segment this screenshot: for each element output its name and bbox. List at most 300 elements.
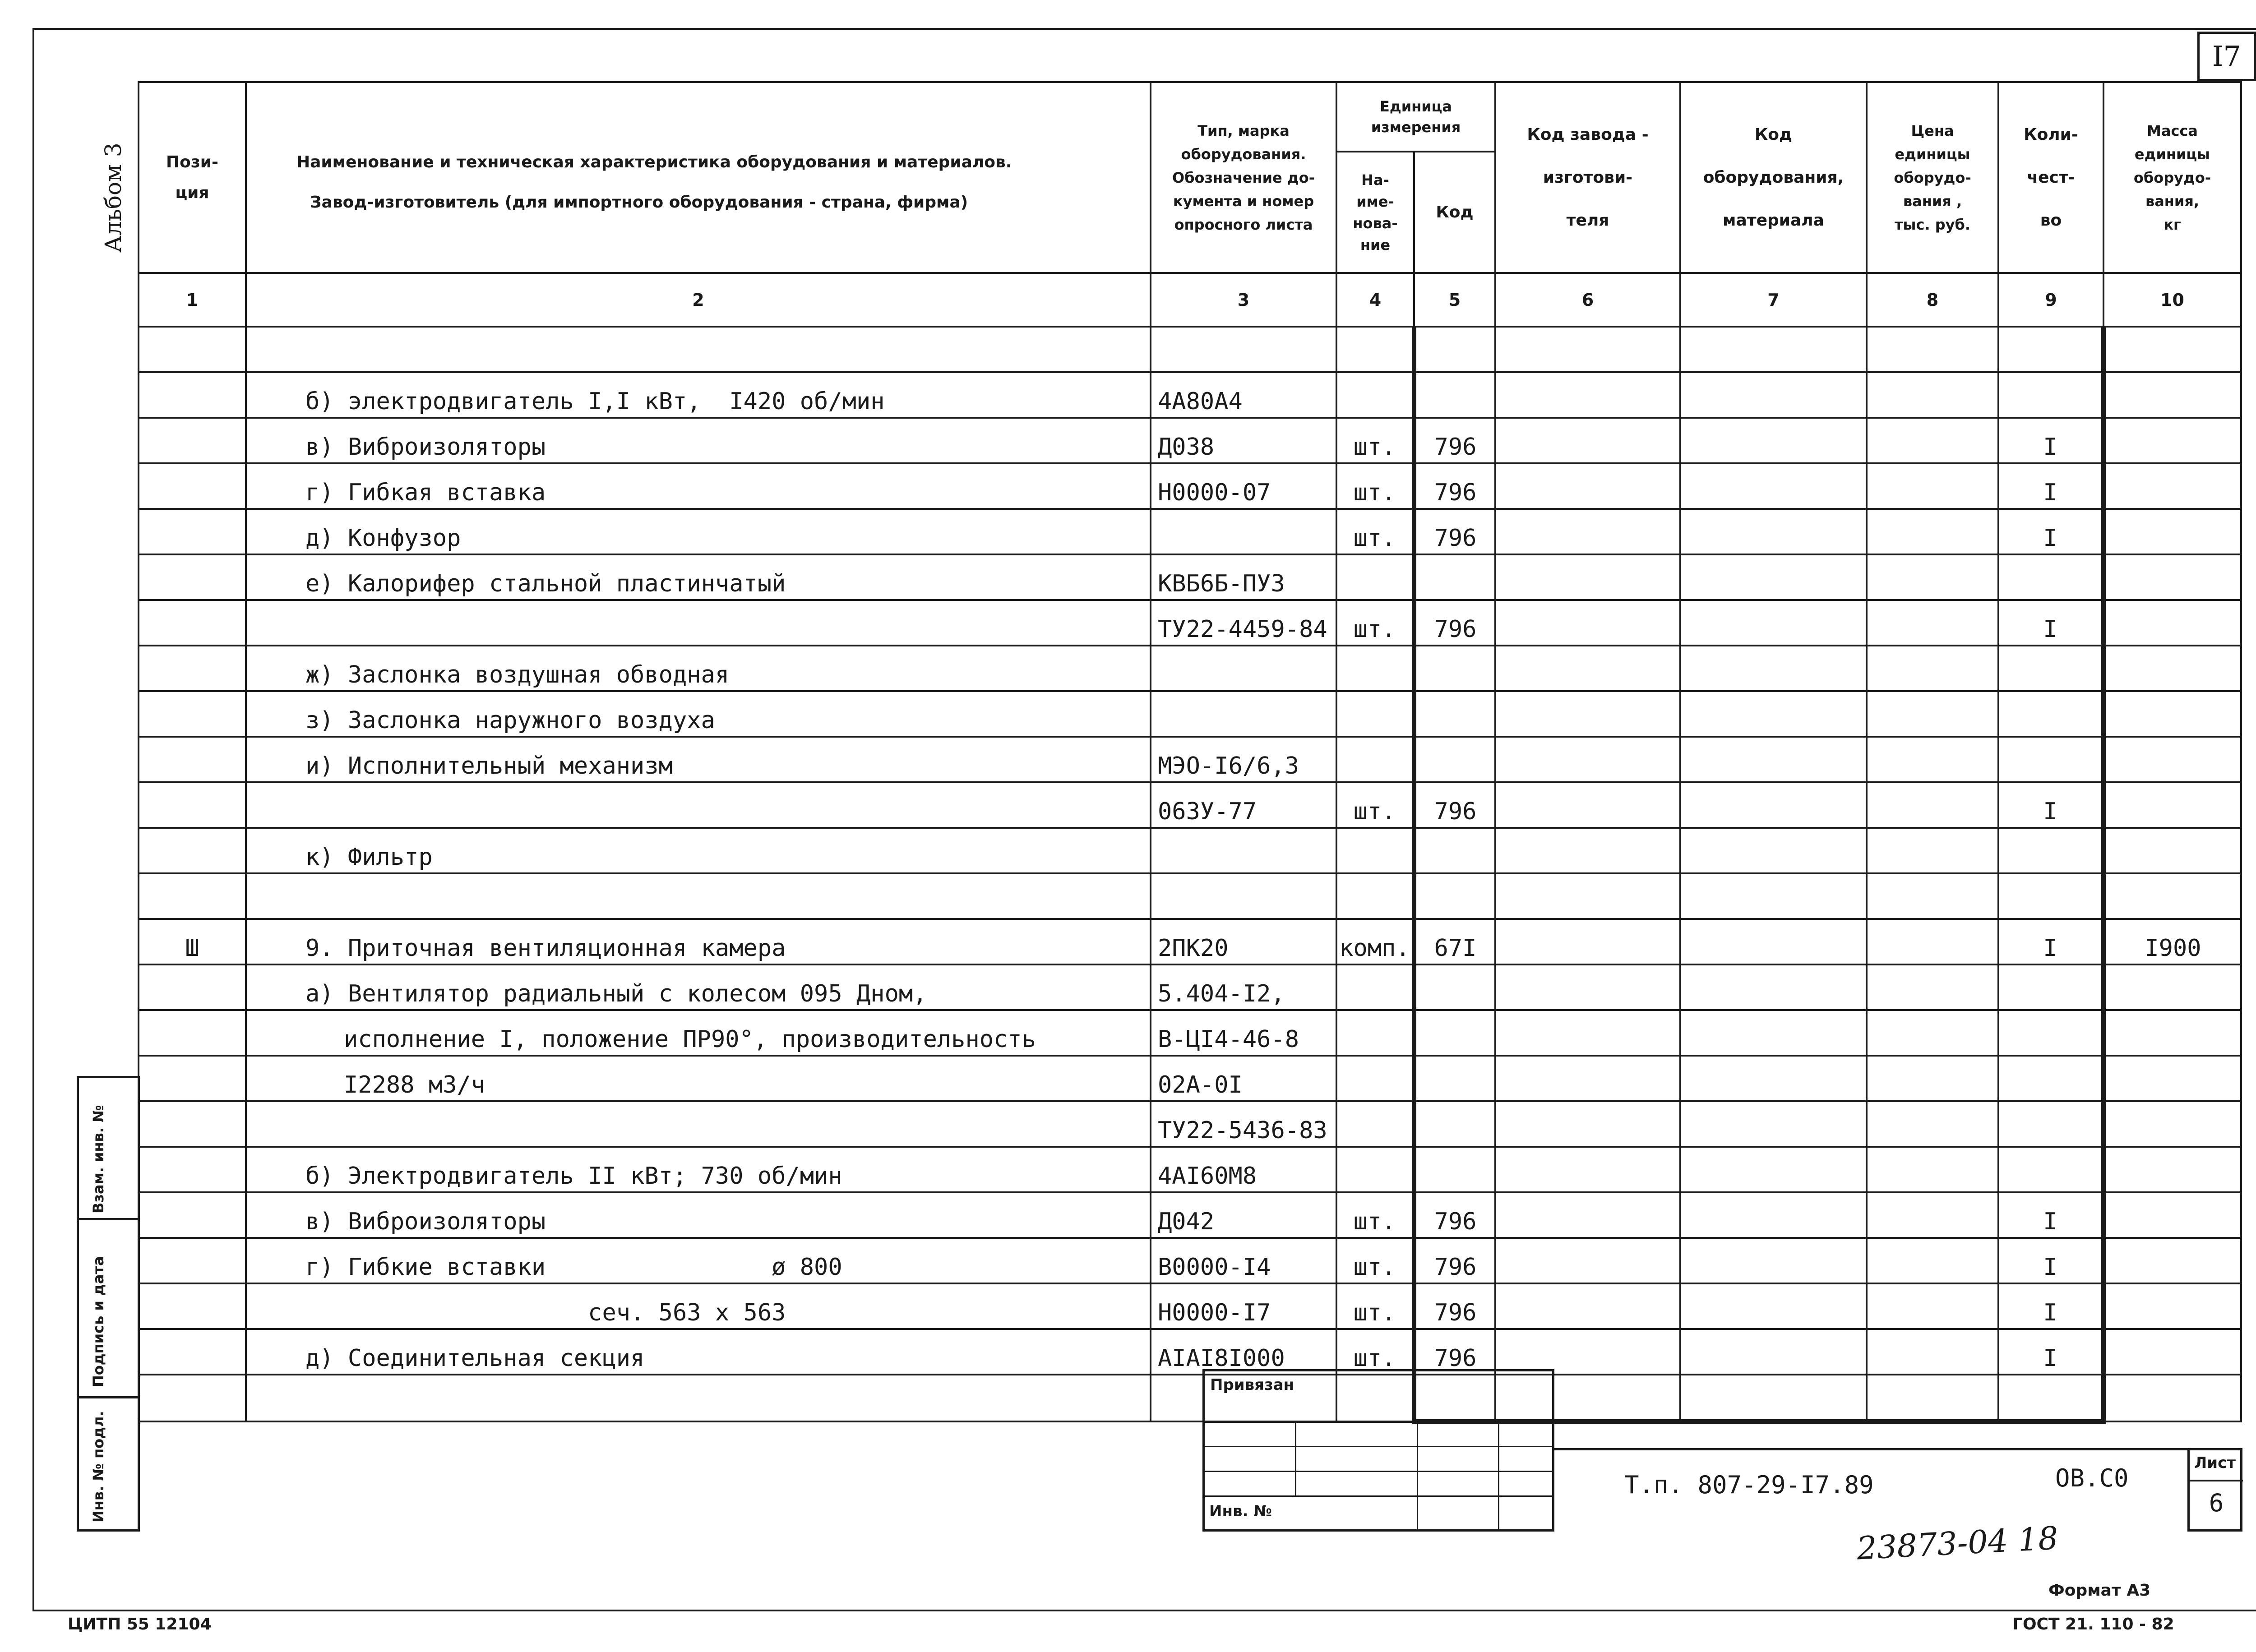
cell-position bbox=[139, 327, 246, 372]
inv-label: Инв. № bbox=[1209, 1502, 1272, 1520]
cell-factory-code bbox=[1495, 418, 1680, 463]
cell-mass bbox=[2103, 509, 2241, 554]
table-row bbox=[139, 1283, 2241, 1329]
cell-factory-code bbox=[1495, 554, 1680, 600]
table-row bbox=[139, 737, 2241, 782]
cell-name: I2288 м3/ч bbox=[246, 1056, 1151, 1101]
cell-factory-code bbox=[1495, 327, 1680, 372]
side-stamp-original-label: Инв. № подл. bbox=[90, 1411, 107, 1523]
table-row bbox=[139, 919, 2241, 964]
cell-unit bbox=[1336, 554, 1414, 600]
cell-type bbox=[1151, 646, 1336, 691]
header-position: Пози- ция bbox=[139, 82, 246, 273]
cell-position bbox=[139, 600, 246, 646]
cell-factory-code bbox=[1495, 919, 1680, 964]
header-name: Наименование и техническая характеристика оборудования и материалов. Завод-изготовитель (для импортного оборудования - страна, фирма) bbox=[246, 82, 1151, 273]
cell-unit-code: 796 bbox=[1414, 1192, 1495, 1238]
cell-unit-code bbox=[1414, 964, 1495, 1010]
cell-type: ТУ22-5436-83 bbox=[1151, 1101, 1336, 1147]
cell-name: е) Калорифер стальной пластинчатый bbox=[246, 554, 1151, 600]
cell-type: Н0000-I7 bbox=[1151, 1283, 1336, 1329]
table-row bbox=[139, 1329, 2241, 1375]
cell-price bbox=[1867, 1010, 1998, 1056]
cell-position bbox=[139, 1147, 246, 1192]
table-row bbox=[139, 1010, 2241, 1056]
cell-price bbox=[1867, 1147, 1998, 1192]
cell-mass bbox=[2103, 964, 2241, 1010]
cell-factory-code bbox=[1495, 646, 1680, 691]
cell-quantity: I bbox=[1998, 1192, 2103, 1238]
cell-quantity bbox=[1998, 1147, 2103, 1192]
cell-name bbox=[246, 600, 1151, 646]
cell-mass: I900 bbox=[2103, 919, 2241, 964]
cell-name bbox=[246, 873, 1151, 919]
cell-factory-code bbox=[1495, 737, 1680, 782]
cell-mass bbox=[2103, 1010, 2241, 1056]
cell-unit-code: 796 bbox=[1414, 1238, 1495, 1283]
table-row bbox=[139, 1238, 2241, 1283]
table-row bbox=[139, 600, 2241, 646]
cell-unit-code bbox=[1414, 554, 1495, 600]
cell-price bbox=[1867, 873, 1998, 919]
cell-quantity bbox=[1998, 554, 2103, 600]
cell-price bbox=[1867, 737, 1998, 782]
cell-name: г) Гибкие вставки ø 800 bbox=[246, 1238, 1151, 1283]
cell-price bbox=[1867, 919, 1998, 964]
cell-unit: комп. bbox=[1336, 919, 1414, 964]
cell-unit-code bbox=[1414, 1147, 1495, 1192]
cell-name bbox=[246, 327, 1151, 372]
cell-quantity bbox=[1998, 327, 2103, 372]
column-number: 2 bbox=[246, 273, 1151, 327]
cell-unit-code bbox=[1414, 372, 1495, 418]
cell-unit-code bbox=[1414, 828, 1495, 873]
cell-price bbox=[1867, 327, 1998, 372]
table-row bbox=[139, 1375, 2241, 1421]
cell-unit bbox=[1336, 372, 1414, 418]
header-row bbox=[139, 82, 2241, 152]
header-price: Цена единицы оборудо- вания , тыс. руб. bbox=[1867, 82, 1998, 273]
table-row bbox=[139, 691, 2241, 737]
cell-mass bbox=[2103, 828, 2241, 873]
cell-equipment-code bbox=[1680, 1147, 1867, 1192]
column-number: 8 bbox=[1867, 273, 1998, 327]
table-row bbox=[139, 327, 2241, 372]
table-row bbox=[139, 873, 2241, 919]
cell-price bbox=[1867, 1101, 1998, 1147]
side-stamp-signature bbox=[77, 1218, 140, 1398]
cell-position bbox=[139, 1101, 246, 1147]
cell-mass bbox=[2103, 1056, 2241, 1101]
cell-factory-code bbox=[1495, 964, 1680, 1010]
cell-price bbox=[1867, 1238, 1998, 1283]
side-stamp-replace bbox=[77, 1076, 140, 1220]
cell-name: а) Вентилятор радиальный с колесом 095 Дном, bbox=[246, 964, 1151, 1010]
cell-unit: шт. bbox=[1336, 600, 1414, 646]
cell-unit-code bbox=[1414, 873, 1495, 919]
cell-name: к) Фильтр bbox=[246, 828, 1151, 873]
cell-factory-code bbox=[1495, 1147, 1680, 1192]
cell-mass bbox=[2103, 1238, 2241, 1283]
cell-name: д) Соединительная секция bbox=[246, 1329, 1151, 1375]
cell-name bbox=[246, 782, 1151, 828]
cell-name: з) Заслонка наружного воздуха bbox=[246, 691, 1151, 737]
cell-type: ТУ22-4459-84 bbox=[1151, 600, 1336, 646]
cell-position bbox=[139, 1010, 246, 1056]
bound-label: Привязан bbox=[1210, 1376, 1294, 1394]
cell-unit-code bbox=[1414, 1010, 1495, 1056]
cell-quantity bbox=[1998, 1010, 2103, 1056]
cell-name: д) Конфузор bbox=[246, 509, 1151, 554]
table-row bbox=[139, 1056, 2241, 1101]
side-stamp-signature-label: Подпись и дата bbox=[90, 1256, 107, 1387]
column-number: 3 bbox=[1151, 273, 1336, 327]
cell-unit bbox=[1336, 828, 1414, 873]
table-row bbox=[139, 509, 2241, 554]
column-number: 4 bbox=[1336, 273, 1414, 327]
cell-equipment-code bbox=[1680, 737, 1867, 782]
cell-name: в) Виброизоляторы bbox=[246, 418, 1151, 463]
cell-unit bbox=[1336, 646, 1414, 691]
cell-mass bbox=[2103, 600, 2241, 646]
cell-unit-code bbox=[1414, 1101, 1495, 1147]
cell-equipment-code bbox=[1680, 782, 1867, 828]
cell-position bbox=[139, 828, 246, 873]
cell-unit-code: 796 bbox=[1414, 509, 1495, 554]
cell-type: 5.404-I2, bbox=[1151, 964, 1336, 1010]
footer-left-code: ЦИТП 55 12104 bbox=[68, 1615, 212, 1634]
cell-equipment-code bbox=[1680, 1192, 1867, 1238]
cell-factory-code bbox=[1495, 509, 1680, 554]
document-code: Т.п. 807-29-I7.89 bbox=[1624, 1471, 1874, 1499]
cell-position bbox=[139, 1329, 246, 1375]
cell-name: б) Электродвигатель II кВт; 730 об/мин bbox=[246, 1147, 1151, 1192]
cell-mass bbox=[2103, 691, 2241, 737]
cell-equipment-code bbox=[1680, 372, 1867, 418]
cell-factory-code bbox=[1495, 782, 1680, 828]
cell-factory-code bbox=[1495, 691, 1680, 737]
cell-unit-code: 796 bbox=[1414, 418, 1495, 463]
cell-unit bbox=[1336, 1056, 1414, 1101]
cell-equipment-code bbox=[1680, 463, 1867, 509]
cell-equipment-code bbox=[1680, 1101, 1867, 1147]
cell-unit: шт. bbox=[1336, 509, 1414, 554]
cell-quantity: I bbox=[1998, 1283, 2103, 1329]
cell-equipment-code bbox=[1680, 1283, 1867, 1329]
cell-name: г) Гибкая вставка bbox=[246, 463, 1151, 509]
cell-price bbox=[1867, 1056, 1998, 1101]
cell-quantity bbox=[1998, 646, 2103, 691]
cell-position bbox=[139, 1375, 246, 1421]
cell-equipment-code bbox=[1680, 1329, 1867, 1375]
cell-mass bbox=[2103, 327, 2241, 372]
cell-unit: шт. bbox=[1336, 1238, 1414, 1283]
cell-position bbox=[139, 1283, 246, 1329]
table-body bbox=[139, 327, 2241, 1421]
cell-price bbox=[1867, 554, 1998, 600]
cell-unit bbox=[1336, 1101, 1414, 1147]
column-number: 6 bbox=[1495, 273, 1680, 327]
cell-unit: шт. bbox=[1336, 1283, 1414, 1329]
table-row bbox=[139, 372, 2241, 418]
cell-unit bbox=[1336, 1010, 1414, 1056]
cell-equipment-code bbox=[1680, 327, 1867, 372]
cell-factory-code bbox=[1495, 873, 1680, 919]
cell-equipment-code bbox=[1680, 418, 1867, 463]
cell-name: сеч. 563 х 563 bbox=[246, 1283, 1151, 1329]
cell-unit-code: 67I bbox=[1414, 919, 1495, 964]
sheet-value: 6 bbox=[2209, 1489, 2224, 1517]
sheet-label: Лист bbox=[2194, 1454, 2236, 1472]
cell-type: Н0000-07 bbox=[1151, 463, 1336, 509]
cell-unit: шт. bbox=[1336, 418, 1414, 463]
cell-type: АIАI8I000 bbox=[1151, 1329, 1336, 1375]
header-factory-code: Код завода - изготови- теля bbox=[1495, 82, 1680, 273]
cell-mass bbox=[2103, 1283, 2241, 1329]
cell-unit: шт. bbox=[1336, 782, 1414, 828]
cell-name: в) Виброизоляторы bbox=[246, 1192, 1151, 1238]
cell-unit bbox=[1336, 737, 1414, 782]
album-label: Альбом 3 bbox=[100, 143, 126, 253]
cell-type: 4А80А4 bbox=[1151, 372, 1336, 418]
cell-factory-code bbox=[1495, 1329, 1680, 1375]
column-number: 7 bbox=[1680, 273, 1867, 327]
cell-unit-code bbox=[1414, 646, 1495, 691]
table-row bbox=[139, 463, 2241, 509]
cell-unit-code: 796 bbox=[1414, 782, 1495, 828]
column-number: 5 bbox=[1414, 273, 1495, 327]
table-row bbox=[139, 1192, 2241, 1238]
cell-name: ж) Заслонка воздушная обводная bbox=[246, 646, 1151, 691]
cell-equipment-code bbox=[1680, 554, 1867, 600]
cell-unit-code bbox=[1414, 737, 1495, 782]
cell-position bbox=[139, 418, 246, 463]
cell-quantity: I bbox=[1998, 463, 2103, 509]
cell-price bbox=[1867, 1192, 1998, 1238]
cell-position bbox=[139, 509, 246, 554]
cell-equipment-code bbox=[1680, 964, 1867, 1010]
handwritten-number: 23873-04 18 bbox=[1856, 1519, 2059, 1567]
column-number: 10 bbox=[2103, 273, 2241, 327]
cell-unit-code: 796 bbox=[1414, 1283, 1495, 1329]
cell-unit bbox=[1336, 691, 1414, 737]
cell-quantity: I bbox=[1998, 1238, 2103, 1283]
header-unit-group: Единица измерения bbox=[1336, 82, 1495, 152]
cell-factory-code bbox=[1495, 1010, 1680, 1056]
cell-type: МЭО-I6/6,3 bbox=[1151, 737, 1336, 782]
specification-table bbox=[138, 81, 2242, 1424]
cell-name: б) электродвигатель I,I кВт, I420 об/мин bbox=[246, 372, 1151, 418]
cell-quantity: I bbox=[1998, 782, 2103, 828]
cell-type: 02А-0I bbox=[1151, 1056, 1336, 1101]
cell-price bbox=[1867, 691, 1998, 737]
cell-price bbox=[1867, 964, 1998, 1010]
cell-type: КВБ6Б-ПУЗ bbox=[1151, 554, 1336, 600]
cell-unit-code: 796 bbox=[1414, 463, 1495, 509]
sheet-box bbox=[2187, 1448, 2242, 1532]
header-unit-name: На- име- нова- ние bbox=[1336, 152, 1414, 273]
cell-name bbox=[246, 1101, 1151, 1147]
header-unit-code: Код bbox=[1414, 152, 1495, 273]
cell-type: Д042 bbox=[1151, 1192, 1336, 1238]
cell-price bbox=[1867, 782, 1998, 828]
table-row bbox=[139, 1101, 2241, 1147]
cell-quantity bbox=[1998, 737, 2103, 782]
cell-type bbox=[1151, 828, 1336, 873]
cell-equipment-code bbox=[1680, 919, 1867, 964]
cell-unit bbox=[1336, 1147, 1414, 1192]
cell-unit-code: 796 bbox=[1414, 1329, 1495, 1375]
cell-factory-code bbox=[1495, 1101, 1680, 1147]
cell-equipment-code bbox=[1680, 1056, 1867, 1101]
cell-mass bbox=[2103, 737, 2241, 782]
cell-price bbox=[1867, 1283, 1998, 1329]
cell-equipment-code bbox=[1680, 1238, 1867, 1283]
cell-quantity: I bbox=[1998, 600, 2103, 646]
cell-price bbox=[1867, 1329, 1998, 1375]
cell-quantity bbox=[1998, 1375, 2103, 1421]
cell-mass bbox=[2103, 1101, 2241, 1147]
cell-type bbox=[1151, 691, 1336, 737]
table-row bbox=[139, 828, 2241, 873]
format-label: Формат А3 bbox=[2048, 1581, 2151, 1600]
cell-equipment-code bbox=[1680, 1375, 1867, 1421]
cell-position bbox=[139, 873, 246, 919]
cell-equipment-code bbox=[1680, 509, 1867, 554]
cell-unit-code: 796 bbox=[1414, 600, 1495, 646]
cell-quantity bbox=[1998, 828, 2103, 873]
cell-type: В0000-I4 bbox=[1151, 1238, 1336, 1283]
cell-position bbox=[139, 372, 246, 418]
cell-name: исполнение I, положение ПР90°, производительность bbox=[246, 1010, 1151, 1056]
cell-factory-code bbox=[1495, 1238, 1680, 1283]
cell-factory-code bbox=[1495, 600, 1680, 646]
cell-name: и) Исполнительный механизм bbox=[246, 737, 1151, 782]
header-quantity: Коли- чест- во bbox=[1998, 82, 2103, 273]
cell-position bbox=[139, 646, 246, 691]
stamp-grid bbox=[1205, 1421, 1552, 1529]
cell-type bbox=[1151, 327, 1336, 372]
cell-unit bbox=[1336, 873, 1414, 919]
cell-position bbox=[139, 691, 246, 737]
cell-type: 063У-77 bbox=[1151, 782, 1336, 828]
cell-factory-code bbox=[1495, 372, 1680, 418]
cell-mass bbox=[2103, 372, 2241, 418]
cell-price bbox=[1867, 418, 1998, 463]
cell-factory-code bbox=[1495, 1056, 1680, 1101]
cell-price bbox=[1867, 600, 1998, 646]
cell-unit bbox=[1336, 327, 1414, 372]
cell-mass bbox=[2103, 418, 2241, 463]
cell-type: 2ПК20 bbox=[1151, 919, 1336, 964]
cell-equipment-code bbox=[1680, 873, 1867, 919]
cell-factory-code bbox=[1495, 1192, 1680, 1238]
cell-quantity: I bbox=[1998, 919, 2103, 964]
cell-position bbox=[139, 1056, 246, 1101]
cell-price bbox=[1867, 463, 1998, 509]
header-mass: Масса единицы оборудо- вания, кг bbox=[2103, 82, 2241, 273]
cell-quantity: I bbox=[1998, 509, 2103, 554]
bound-stamp bbox=[1202, 1369, 1554, 1532]
cell-equipment-code bbox=[1680, 1010, 1867, 1056]
header-equipment-code: Код оборудования, материала bbox=[1680, 82, 1867, 273]
cell-position: Ш bbox=[139, 919, 246, 964]
cell-price bbox=[1867, 509, 1998, 554]
column-number: 9 bbox=[1998, 273, 2103, 327]
table-row bbox=[139, 1147, 2241, 1192]
cell-type: Д038 bbox=[1151, 418, 1336, 463]
cell-unit-code bbox=[1414, 691, 1495, 737]
side-stamp-original bbox=[77, 1396, 140, 1532]
cell-position bbox=[139, 463, 246, 509]
cell-equipment-code bbox=[1680, 646, 1867, 691]
cell-mass bbox=[2103, 1147, 2241, 1192]
footer-gost: ГОСТ 21. 110 - 82 bbox=[2012, 1615, 2174, 1634]
cell-type bbox=[1151, 873, 1336, 919]
cell-price bbox=[1867, 372, 1998, 418]
cell-factory-code bbox=[1495, 828, 1680, 873]
cell-quantity bbox=[1998, 691, 2103, 737]
cell-quantity bbox=[1998, 1101, 2103, 1147]
cell-equipment-code bbox=[1680, 691, 1867, 737]
cell-quantity bbox=[1998, 964, 2103, 1010]
table-row bbox=[139, 964, 2241, 1010]
cell-equipment-code bbox=[1680, 828, 1867, 873]
column-number: 1 bbox=[139, 273, 246, 327]
table-row bbox=[139, 554, 2241, 600]
document-mark: ОВ.С0 bbox=[2055, 1464, 2129, 1492]
cell-mass bbox=[2103, 1192, 2241, 1238]
cell-quantity bbox=[1998, 873, 2103, 919]
cell-factory-code bbox=[1495, 1283, 1680, 1329]
cell-unit-code bbox=[1414, 1056, 1495, 1101]
cell-position bbox=[139, 554, 246, 600]
cell-type: 4АI60М8 bbox=[1151, 1147, 1336, 1192]
cell-name: 9. Приточная вентиляционная камера bbox=[246, 919, 1151, 964]
column-numbers-row bbox=[139, 273, 2241, 327]
cell-position bbox=[139, 964, 246, 1010]
cell-type: В-ЦI4-46-8 bbox=[1151, 1010, 1336, 1056]
cell-price bbox=[1867, 646, 1998, 691]
table-row bbox=[139, 646, 2241, 691]
cell-mass bbox=[2103, 782, 2241, 828]
cell-name bbox=[246, 1375, 1151, 1421]
cell-type bbox=[1151, 509, 1336, 554]
cell-mass bbox=[2103, 1329, 2241, 1375]
cell-quantity: I bbox=[1998, 1329, 2103, 1375]
cell-quantity: I bbox=[1998, 418, 2103, 463]
cell-price bbox=[1867, 1375, 1998, 1421]
cell-unit bbox=[1336, 964, 1414, 1010]
cell-mass bbox=[2103, 463, 2241, 509]
cell-unit: шт. bbox=[1336, 463, 1414, 509]
side-stamp-replace-label: Взам. инв. № bbox=[90, 1105, 107, 1214]
header-type: Тип, марка оборудования. Обозначение до- кумента и номер опросного листа bbox=[1151, 82, 1336, 273]
cell-mass bbox=[2103, 554, 2241, 600]
cell-quantity bbox=[1998, 372, 2103, 418]
table-row bbox=[139, 418, 2241, 463]
sheet-number: I7 bbox=[2197, 32, 2256, 81]
cell-factory-code bbox=[1495, 463, 1680, 509]
cell-mass bbox=[2103, 873, 2241, 919]
cell-position bbox=[139, 1192, 246, 1238]
cell-mass bbox=[2103, 646, 2241, 691]
cell-unit: шт. bbox=[1336, 1192, 1414, 1238]
cell-unit: шт. bbox=[1336, 1329, 1414, 1375]
cell-quantity bbox=[1998, 1056, 2103, 1101]
cell-unit-code bbox=[1414, 327, 1495, 372]
cell-position bbox=[139, 1238, 246, 1283]
